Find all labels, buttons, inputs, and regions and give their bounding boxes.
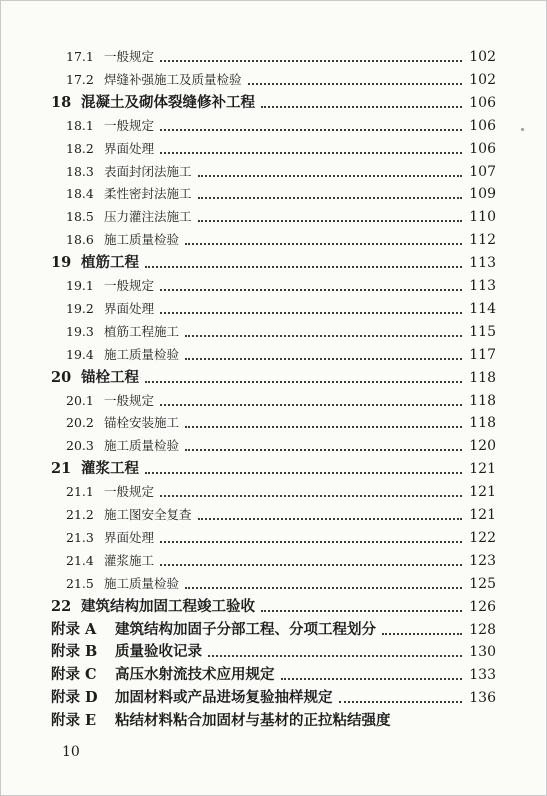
entry-page-number: 113	[469, 278, 496, 294]
entry-title: 锚栓工程	[81, 368, 139, 386]
dot-leader	[185, 426, 462, 428]
toc-appendix-entry[interactable]	[51, 619, 496, 641]
entry-number: 21.5	[66, 575, 94, 591]
entry-page-number: 112	[469, 232, 496, 249]
entry-title: 界面处理	[104, 140, 155, 156]
toc-section-entry[interactable]	[66, 138, 496, 160]
entry-number: 20.3	[66, 438, 94, 454]
entry-page-number: 122	[469, 529, 496, 546]
entry-title: 焊缝补强施工及质量检验	[104, 71, 242, 87]
entry-title: 施工质量检验	[104, 438, 180, 454]
entry-number: 21	[51, 460, 72, 478]
entry-page-number: 125	[469, 575, 496, 592]
toc-section-entry[interactable]	[66, 161, 496, 183]
entry-title: 灌浆工程	[81, 460, 139, 478]
entry-title: 一般规定	[104, 49, 155, 64]
toc-section-entry[interactable]	[66, 229, 496, 251]
dot-leader	[160, 129, 462, 131]
entry-title: 施工图安全复查	[104, 507, 192, 522]
entry-title: 一般规定	[104, 278, 155, 293]
entry-number: 18	[51, 93, 72, 111]
entry-title: 界面处理	[104, 300, 155, 316]
entry-title: 混凝土及砌体裂缝修补工程	[81, 93, 255, 111]
dot-leader	[198, 175, 462, 177]
entry-page-number: 109	[469, 186, 496, 203]
entry-page-number: 106	[469, 140, 496, 157]
entry-number: 20.1	[66, 392, 94, 408]
toc-section-entry[interactable]	[66, 344, 496, 366]
entry-number: 21.2	[66, 507, 94, 522]
entry-page-number: 106	[469, 117, 496, 134]
entry-page-number: 130	[469, 644, 496, 661]
entry-number: 17.1	[66, 49, 94, 64]
entry-title: 施工质量检验	[104, 232, 180, 248]
toc-section-entry[interactable]	[66, 481, 496, 503]
entry-number: 21.3	[66, 529, 94, 545]
entry-page-number: 118	[469, 392, 496, 409]
dot-leader	[339, 701, 463, 703]
entry-title: 质量验收记录	[115, 643, 202, 661]
entry-number: 18.5	[66, 209, 94, 225]
entry-title: 一般规定	[104, 484, 155, 500]
dot-leader	[145, 266, 462, 268]
entry-page-number: 117	[469, 346, 496, 363]
entry-number: 18.1	[66, 117, 94, 133]
entry-page-number: 136	[469, 690, 496, 707]
entry-number: 18.2	[66, 140, 94, 156]
entry-title: 一般规定	[104, 392, 155, 408]
entry-number: 附录 A	[51, 620, 97, 638]
entry-number: 22	[51, 597, 72, 615]
dot-leader	[185, 358, 462, 360]
entry-page-number: 102	[469, 49, 496, 65]
dot-leader	[185, 587, 462, 589]
toc-chapter-entry[interactable]	[51, 367, 496, 389]
entry-title: 施工质量检验	[104, 575, 180, 591]
toc-section-entry[interactable]	[66, 69, 496, 91]
dot-leader	[198, 518, 462, 520]
entry-title: 锚栓安装施工	[104, 415, 180, 431]
entry-page-number: 121	[469, 461, 496, 478]
toc-section-entry[interactable]	[66, 527, 496, 549]
entry-page-number: 123	[469, 552, 496, 569]
dot-leader	[248, 83, 462, 85]
toc-section-entry[interactable]	[66, 504, 496, 526]
toc-section-entry[interactable]	[66, 183, 496, 205]
entry-page-number: 113	[469, 255, 496, 272]
dot-leader	[185, 243, 462, 245]
toc-section-entry[interactable]	[66, 115, 496, 137]
toc-section-entry[interactable]	[66, 321, 496, 343]
toc-chapter-entry[interactable]	[51, 458, 496, 480]
dot-leader	[198, 220, 462, 222]
entry-number: 18.6	[66, 232, 94, 248]
entry-number: 18.4	[66, 186, 94, 202]
entry-page-number: 118	[469, 415, 496, 432]
entry-title: 植筋工程施工	[104, 323, 180, 339]
entry-title: 施工质量检验	[104, 346, 180, 362]
entry-number: 19.3	[66, 323, 94, 339]
toc-chapter-entry[interactable]	[51, 252, 496, 274]
entry-title: 植筋工程	[81, 254, 139, 272]
dot-leader	[160, 564, 462, 566]
dot-leader	[145, 472, 462, 474]
entry-page-number: 121	[469, 507, 496, 523]
toc-section-entry[interactable]	[66, 206, 496, 228]
dot-leader	[160, 312, 462, 314]
entry-title: 灌浆施工	[104, 552, 155, 568]
entry-title: 表面封闭法施工	[104, 163, 192, 179]
toc-appendix-entry[interactable]	[51, 710, 496, 732]
entry-page-number: 115	[469, 323, 496, 340]
toc-section-entry[interactable]	[66, 298, 496, 320]
scan-speck	[521, 128, 524, 131]
entry-page-number: 106	[469, 94, 496, 111]
toc-section-entry[interactable]	[66, 412, 496, 434]
toc-appendix-entry[interactable]	[51, 641, 496, 663]
dot-leader	[160, 289, 462, 291]
entry-number: 21.4	[66, 552, 94, 568]
dot-leader	[198, 197, 462, 199]
toc-section-entry[interactable]	[66, 390, 496, 412]
dot-leader	[160, 60, 462, 62]
entry-page-number: 118	[469, 369, 496, 386]
entry-number: 20	[51, 368, 72, 386]
dot-leader	[185, 449, 462, 451]
entry-number: 附录 C	[51, 666, 97, 684]
dot-leader	[145, 381, 462, 383]
entry-page-number: 133	[469, 667, 496, 684]
entry-number: 18.3	[66, 163, 94, 179]
entry-title: 建筑结构加固子分部工程、分项工程划分	[115, 620, 376, 638]
entry-title: 压力灌注法施工	[104, 209, 192, 225]
toc-section-entry[interactable]	[66, 275, 496, 297]
entry-page-number: 102	[469, 71, 496, 88]
entry-title: 加固材料或产品进场复验抽样规定	[115, 689, 333, 707]
toc-chapter-entry[interactable]	[51, 92, 496, 114]
dot-leader	[261, 610, 462, 612]
entry-title: 建筑结构加固工程竣工验收	[81, 597, 255, 615]
entry-number: 19	[51, 254, 72, 272]
dot-leader	[261, 106, 462, 108]
toc-section-entry[interactable]	[66, 435, 496, 457]
dot-leader	[160, 152, 462, 154]
dot-leader	[160, 495, 462, 497]
entry-page-number: 107	[469, 163, 496, 180]
entry-number: 20.2	[66, 415, 94, 431]
toc-section-entry[interactable]	[66, 550, 496, 572]
entry-title: 高压水射流技术应用规定	[115, 666, 275, 684]
entry-page-number: 114	[469, 300, 496, 317]
entry-title: 一般规定	[104, 117, 155, 133]
page-number: 10	[62, 744, 80, 760]
entry-number: 附录 E	[51, 712, 97, 730]
toc-section-entry[interactable]	[66, 46, 496, 68]
entry-number: 17.2	[66, 71, 94, 87]
dot-leader	[160, 404, 462, 406]
entry-number: 21.1	[66, 484, 94, 500]
toc-appendix-entry[interactable]	[51, 664, 496, 686]
entry-number: 19.2	[66, 300, 94, 316]
entry-page-number: 110	[469, 209, 496, 226]
entry-page-number: 120	[469, 438, 496, 455]
entry-number: 19.4	[66, 346, 94, 362]
dot-leader	[160, 541, 462, 543]
dot-leader	[281, 678, 463, 680]
entry-title: 柔性密封法施工	[104, 186, 192, 202]
dot-leader	[208, 655, 462, 657]
entry-title: 粘结材料粘合加固材与基材的正拉粘结强度	[115, 712, 391, 730]
entry-number: 附录 B	[51, 643, 98, 661]
toc-chapter-entry[interactable]	[51, 596, 496, 618]
toc-appendix-entry[interactable]	[51, 687, 496, 709]
entry-page-number: 126	[469, 598, 496, 615]
dot-leader	[382, 633, 462, 635]
entry-number: 附录 D	[51, 689, 98, 707]
dot-leader	[185, 335, 462, 337]
entry-title: 界面处理	[104, 529, 155, 545]
entry-page-number: 128	[469, 621, 496, 638]
entry-number: 19.1	[66, 278, 94, 293]
toc-section-entry[interactable]	[66, 573, 496, 595]
entry-page-number: 121	[469, 484, 496, 501]
